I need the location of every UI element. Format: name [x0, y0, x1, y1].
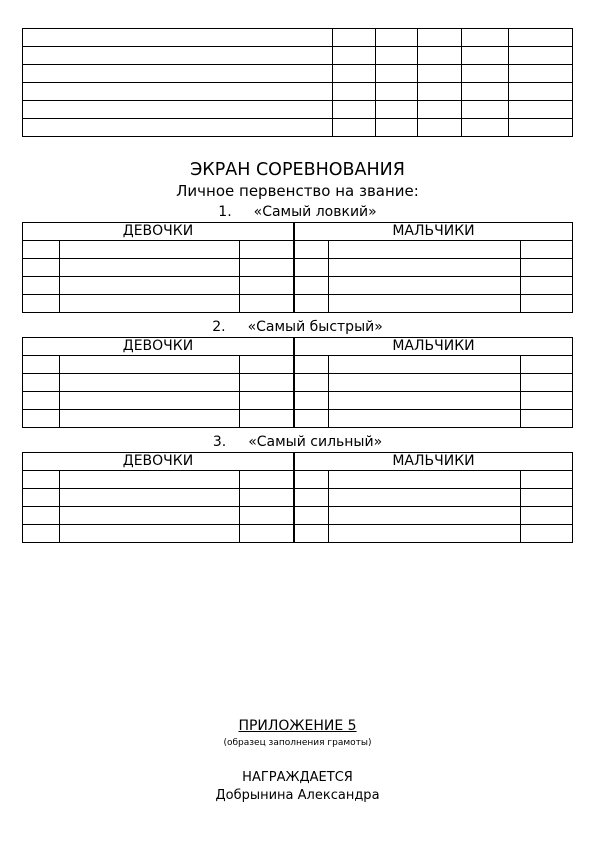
section-heading: [0, 434, 595, 450]
recipient-name: Добрынина Александра: [215, 788, 380, 803]
girls-header: ДЕВОЧКИ: [23, 338, 294, 356]
appendix-note: (образец заполнения грамоты): [223, 738, 372, 748]
section-name: «Самый ловкий»: [253, 204, 377, 220]
results-table-top: [22, 28, 573, 137]
table-row: [23, 83, 573, 101]
page-subtitle: Личное первенство на звание:: [176, 182, 419, 200]
table-row: [23, 29, 573, 47]
table-header-row: [23, 453, 573, 471]
section-number: 3.: [212, 434, 227, 450]
table-row: [23, 65, 573, 83]
table-row: [23, 119, 573, 137]
table-row: [23, 295, 573, 313]
table-row: [23, 410, 573, 428]
girls-header: ДЕВОЧКИ: [23, 223, 294, 241]
section-heading: [0, 204, 595, 220]
table-row: [23, 101, 573, 119]
table-row: [23, 507, 573, 525]
table-header-row: [23, 338, 573, 356]
boys-header: МАЛЬЧИКИ: [294, 453, 573, 471]
section-name: «Самый быстрый»: [247, 319, 383, 335]
girls-header: ДЕВОЧКИ: [23, 453, 294, 471]
competition-table: [22, 452, 573, 543]
section-heading: [0, 319, 595, 335]
table-row: [23, 374, 573, 392]
section-name: «Самый сильный»: [248, 434, 383, 450]
boys-header: МАЛЬЧИКИ: [294, 338, 573, 356]
boys-header: МАЛЬЧИКИ: [294, 223, 573, 241]
page-title: ЭКРАН СОРЕВНОВАНИЯ: [190, 160, 405, 180]
table-row: [23, 392, 573, 410]
competition-table: [22, 222, 573, 313]
table-row: [23, 471, 573, 489]
table-header-row: [23, 223, 573, 241]
table-row: [23, 356, 573, 374]
table-row: [23, 525, 573, 543]
section-number: 1.: [218, 204, 232, 220]
table-row: [23, 259, 573, 277]
table-row: [23, 47, 573, 65]
table-row: [23, 489, 573, 507]
competition-table: [22, 337, 573, 428]
table-row: [23, 277, 573, 295]
section-number: 2.: [212, 319, 226, 335]
awarded-label: НАГРАЖДАЕТСЯ: [242, 770, 353, 785]
table-row: [23, 241, 573, 259]
appendix-heading: ПРИЛОЖЕНИЕ 5: [238, 718, 357, 734]
